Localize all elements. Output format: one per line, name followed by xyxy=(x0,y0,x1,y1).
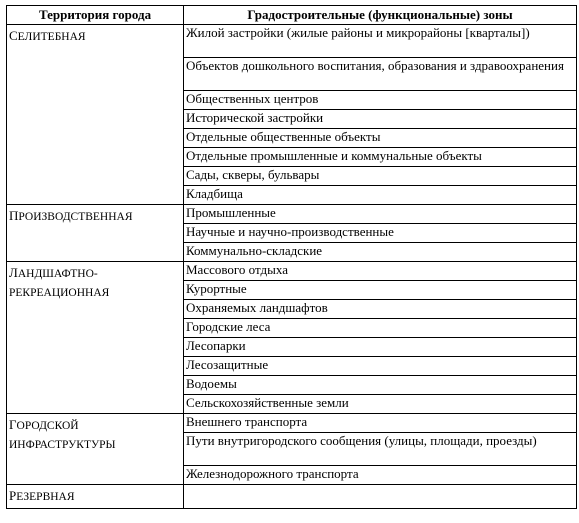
zone-cell: Внешнего транспорта xyxy=(184,414,577,433)
territory-cell-landscape xyxy=(7,262,184,414)
zone-cell: Кладбища xyxy=(184,186,577,205)
zone-cell: Железнодорожного транспорта xyxy=(184,466,577,485)
territory-label: ЛАНДШАФТНО-РЕКРЕАЦИОННАЯ xyxy=(9,265,110,300)
territory-cell-residential xyxy=(7,25,184,205)
zone-cell: Исторической застройки xyxy=(184,110,577,129)
zone-cell: Отдельные промышленные и коммунальные объекты xyxy=(184,148,577,167)
territory-label: РЕЗЕРВНАЯ xyxy=(9,488,75,504)
territory-cell-industrial xyxy=(7,205,184,262)
territory-label: ПРОИЗВОДСТВЕННАЯ xyxy=(9,208,133,224)
header-zones: Градостроительные (функциональные) зоны xyxy=(184,6,577,25)
table-row xyxy=(7,485,577,509)
zone-cell: Общественных центров xyxy=(184,91,577,110)
header-row xyxy=(7,6,577,25)
zone-cell xyxy=(184,485,577,509)
zone-cell: Сады, скверы, бульвары xyxy=(184,167,577,186)
zones-table xyxy=(6,5,577,509)
zone-cell: Сельскохозяйственные земли xyxy=(184,395,577,414)
zone-cell: Коммунально-складские xyxy=(184,243,577,262)
zone-cell: Промышленные xyxy=(184,205,577,224)
zone-cell: Пути внутригородского сообщения (улицы, площади, проезды) xyxy=(184,433,577,466)
territory-cell-reserve xyxy=(7,485,184,509)
table-row xyxy=(7,205,577,224)
zone-cell: Охраняемых ландшафтов xyxy=(184,300,577,319)
territory-label: СЕЛИТЕБНАЯ xyxy=(9,28,86,44)
table-row xyxy=(7,262,577,281)
territory-cell-infrastructure xyxy=(7,414,184,485)
table-row xyxy=(7,25,577,58)
zone-cell: Отдельные общественные объекты xyxy=(184,129,577,148)
zone-cell: Лесозащитные xyxy=(184,357,577,376)
territory-label: ГОРОДСКОЙ ИНФРАСТРУКТУРЫ xyxy=(9,417,116,452)
zone-cell: Городские леса xyxy=(184,319,577,338)
zone-cell: Объектов дошкольного воспитания, образования и здравоохранения xyxy=(184,58,577,91)
table-row xyxy=(7,414,577,433)
zone-cell: Водоемы xyxy=(184,376,577,395)
zone-cell: Массового отдыха xyxy=(184,262,577,281)
zone-cell: Курортные xyxy=(184,281,577,300)
zone-cell: Лесопарки xyxy=(184,338,577,357)
header-territory: Территория города xyxy=(7,6,184,25)
zone-cell: Научные и научно-производственные xyxy=(184,224,577,243)
zone-cell: Жилой застройки (жилые районы и микрорайоны [кварталы]) xyxy=(184,25,577,58)
